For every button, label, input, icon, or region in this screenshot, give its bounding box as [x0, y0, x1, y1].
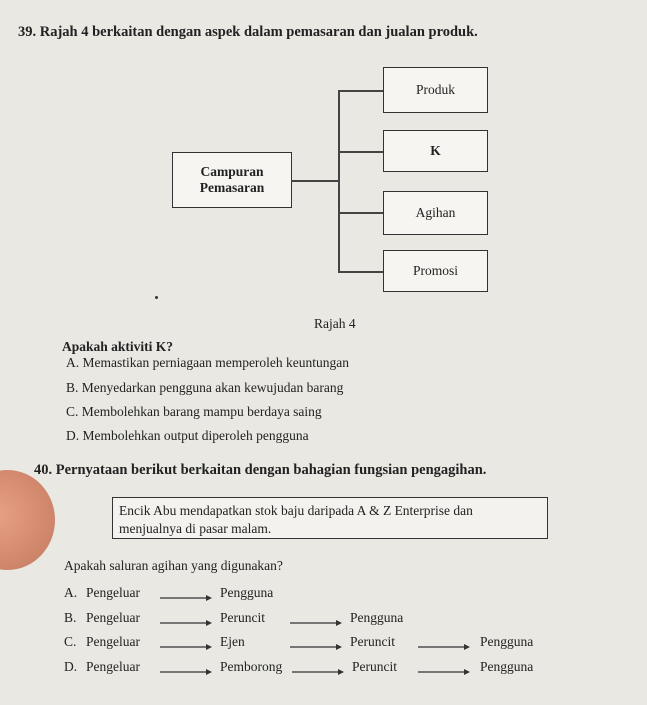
branch-box-k: K [383, 130, 488, 172]
q40-option-a-letter: A. [64, 585, 78, 600]
q40-option-d-step1: Pengeluar [86, 659, 140, 674]
q40-option-c-step4: Pengguna [480, 634, 534, 649]
arrow-icon [418, 643, 470, 651]
diagram-caption: Rajah 4 [314, 316, 356, 331]
q39-option-d[interactable]: D. Membolehkan output diperoleh pengguna [66, 428, 309, 443]
q40-option-b-step3: Pengguna [350, 610, 404, 625]
root-box-campuran-pemasaran [172, 152, 292, 208]
q39-option-a[interactable]: A. Memastikan perniagaan memperoleh keuntungan [66, 355, 350, 370]
q39-question: Apakah aktiviti K? [62, 339, 174, 354]
branch-line-agihan [338, 212, 383, 214]
root-label-line2: Pemasaran [199, 180, 265, 195]
q40-option-d-step2: Pemborong [220, 659, 283, 674]
arrow-icon [160, 619, 212, 627]
q40-option-c-step3: Peruncit [350, 634, 395, 649]
q40-option-b-step1: Pengeluar [86, 610, 140, 625]
q40-option-b-step2: Peruncit [220, 610, 265, 625]
branch-line-promosi [338, 271, 383, 273]
finger [0, 470, 55, 570]
q40-option-a-step2: Pengguna [220, 585, 274, 600]
q40-option-c-step2: Ejen [220, 634, 245, 649]
arrow-icon [290, 643, 342, 651]
arrow-icon [160, 668, 212, 676]
arrow-icon [160, 643, 212, 651]
q40-option-a-step1: Pengeluar [86, 585, 140, 600]
stray-dot [155, 296, 158, 299]
arrow-icon [418, 668, 470, 676]
q40-title: 40. Pernyataan berikut berkaitan dengan bahagian fungsian pengagihan. [34, 462, 487, 478]
q40-option-d-letter: D. [64, 659, 78, 674]
q40-statement-line2: menjualnya di pasar malam. [119, 521, 272, 536]
branch-box-produk: Produk [383, 67, 488, 113]
branch-line-k [338, 151, 383, 153]
root-label-line1: Campuran [200, 164, 264, 180]
q40-statement-line1: Encik Abu mendapatkan stok baju daripada A & Z Enterprise dan [119, 503, 473, 518]
q40-option-d-step4: Pengguna [480, 659, 534, 674]
q40-option-c-letter: C. [64, 634, 77, 649]
q39-title: 39. Rajah 4 berkaitan dengan aspek dalam pemasaran dan jualan produk. [18, 24, 478, 40]
branch-line-produk [338, 90, 383, 92]
arrow-icon [160, 594, 212, 602]
arrow-icon [292, 668, 344, 676]
branch-box-promosi: Promosi [383, 250, 488, 292]
arrow-icon [290, 619, 342, 627]
q39-option-b[interactable]: B. Menyedarkan pengguna akan kewujudan barang [66, 380, 344, 395]
q40-question: Apakah saluran agihan yang digunakan? [64, 558, 283, 573]
trunk-line [338, 90, 340, 272]
q39-option-c[interactable]: C. Membolehkan barang mampu berdaya saing [66, 404, 322, 419]
root-connector [291, 180, 339, 182]
q40-statement-box [112, 497, 548, 539]
q40-option-d-step3: Peruncit [352, 659, 397, 674]
q40-option-c-step1: Pengeluar [86, 634, 140, 649]
q40-option-b-letter: B. [64, 610, 77, 625]
branch-box-agihan: Agihan [383, 191, 488, 235]
